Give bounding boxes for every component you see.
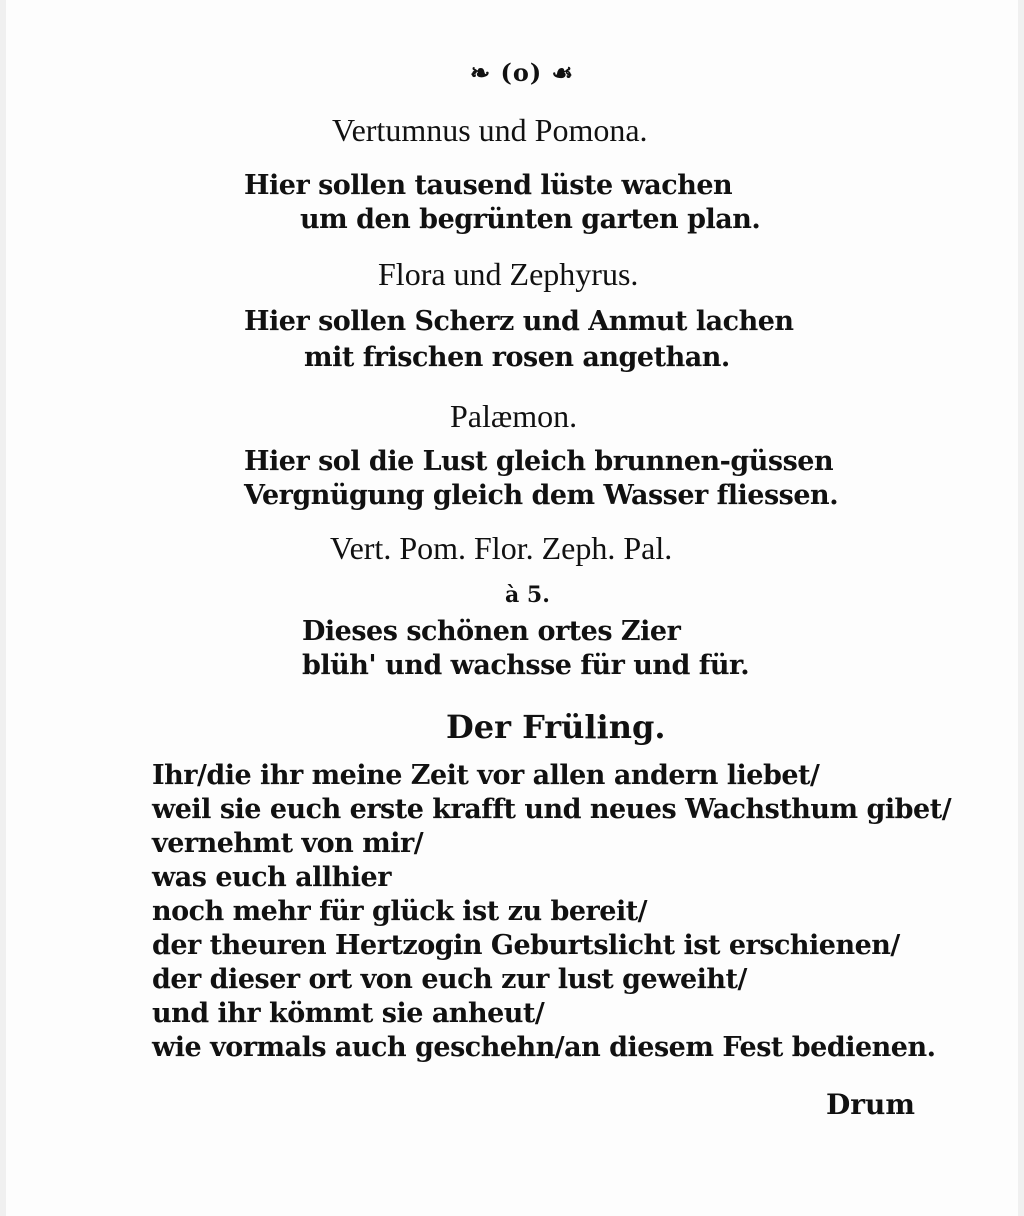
page-edge-right	[1018, 0, 1024, 1216]
verse-line: der theuren Hertzogin Geburtslicht ist erschienen/	[152, 930, 900, 961]
verse-line: der dieser ort von euch zur lust geweiht/	[152, 964, 747, 995]
verse-line: vernehmt von mir/	[152, 828, 424, 859]
ornament-left-icon: ❧	[470, 58, 492, 87]
speaker-subheading: à 5.	[505, 582, 550, 608]
speaker-heading-1: Vertumnus und Pomona.	[332, 112, 648, 148]
verse-line: Hier sollen tausend lüste wachen	[244, 170, 733, 201]
speaker-heading-3: Palæmon.	[450, 398, 578, 434]
speaker-heading-2: Flora und Zephyrus.	[378, 256, 639, 292]
speaker-heading-4: Vert. Pom. Flor. Zeph. Pal.	[330, 530, 673, 566]
page-header	[470, 58, 574, 87]
page-edge-left	[0, 0, 6, 1216]
verse-line: blüh' und wachsse für und für.	[302, 650, 750, 681]
verse-line: Hier sollen Scherz und Anmut lachen	[244, 306, 794, 337]
section-title: Der Früling.	[446, 708, 666, 746]
verse-line: und ihr kömmt sie anheut/	[152, 998, 545, 1029]
verse-line: mit frischen rosen angethan.	[304, 342, 730, 373]
verse-line: wie vormals auch geschehn/an diesem Fest bedienen.	[152, 1032, 936, 1063]
verse-line: Dieses schönen ortes Zier	[302, 616, 681, 647]
verse-line: Ihr/die ihr meine Zeit vor allen andern liebet/	[152, 760, 820, 791]
verse-line: weil sie euch erste krafft und neues Wachsthum gibet/	[152, 794, 952, 825]
ornament-right-icon: ☙	[551, 58, 575, 87]
verse-line: Hier sol die Lust gleich brunnen-güssen	[244, 446, 834, 477]
verse-line: was euch allhier	[152, 862, 391, 893]
verse-line: um den begrünten garten plan.	[300, 204, 761, 235]
verse-line: Vergnügung gleich dem Wasser fliessen.	[244, 480, 839, 511]
catchword: Drum	[826, 1088, 916, 1121]
verse-line: noch mehr für glück ist zu bereit/	[152, 896, 648, 927]
page-number-mark: (o)	[500, 58, 543, 87]
